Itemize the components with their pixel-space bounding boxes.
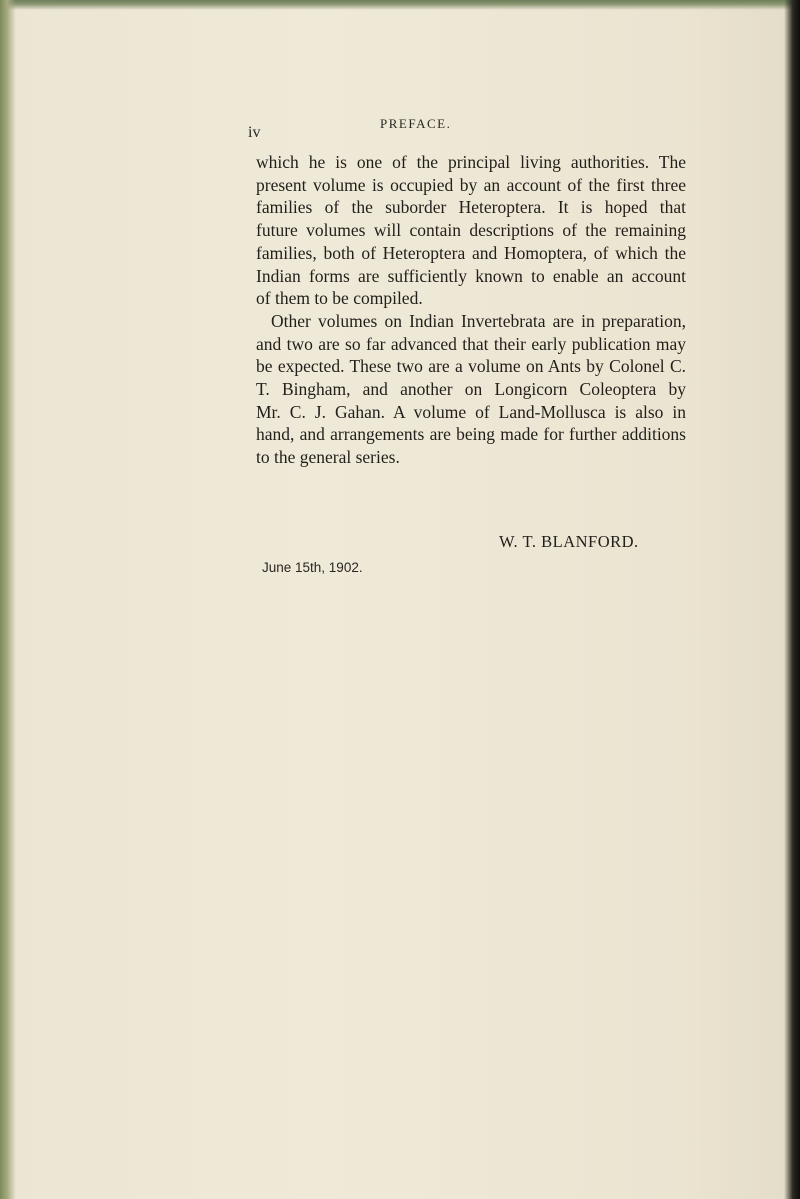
text-line: future volumes will contain descriptions of the remaining xyxy=(256,220,686,241)
text-line: to the general series. xyxy=(256,447,400,468)
text-line: and two are so far advanced that their early publication may xyxy=(256,333,686,354)
binding-edge xyxy=(0,0,16,1199)
text-line: present volume is occupied by an account of the first three xyxy=(256,174,686,195)
page-right-edge xyxy=(784,0,800,1199)
page-header xyxy=(0,116,800,146)
preface-date: June 15th, 1902. xyxy=(262,560,363,575)
text-line: be expected. These two are a volume on Ants by Colonel C. xyxy=(256,356,686,377)
text-line: Mr. C. J. Gahan. A volume of Land-Mollusca is also in xyxy=(256,401,686,422)
author-signature: W. T. BLANFORD. xyxy=(499,532,639,551)
preface-text xyxy=(256,151,686,469)
text-line: Indian forms are sufficiently known to enable an account xyxy=(256,265,686,286)
text-line: which he is one of the principal living authorities. The xyxy=(256,152,686,172)
text-line: of them to be compiled. xyxy=(256,288,423,309)
text-line: families, both of Heteroptera and Homoptera, of which the xyxy=(256,242,686,263)
text-line: hand, and arrangements are being made for further additions xyxy=(256,424,686,445)
text-line: T. Bingham, and another on Longicorn Coleoptera by xyxy=(256,379,686,400)
text-line: families of the suborder Heteroptera. It is hoped that xyxy=(256,197,686,218)
running-head: PREFACE. xyxy=(380,116,452,131)
top-edge-shadow xyxy=(0,0,800,10)
text-line: Other volumes on Indian Invertebrata are in preparation, xyxy=(271,310,686,331)
page-number: iv xyxy=(248,124,261,141)
